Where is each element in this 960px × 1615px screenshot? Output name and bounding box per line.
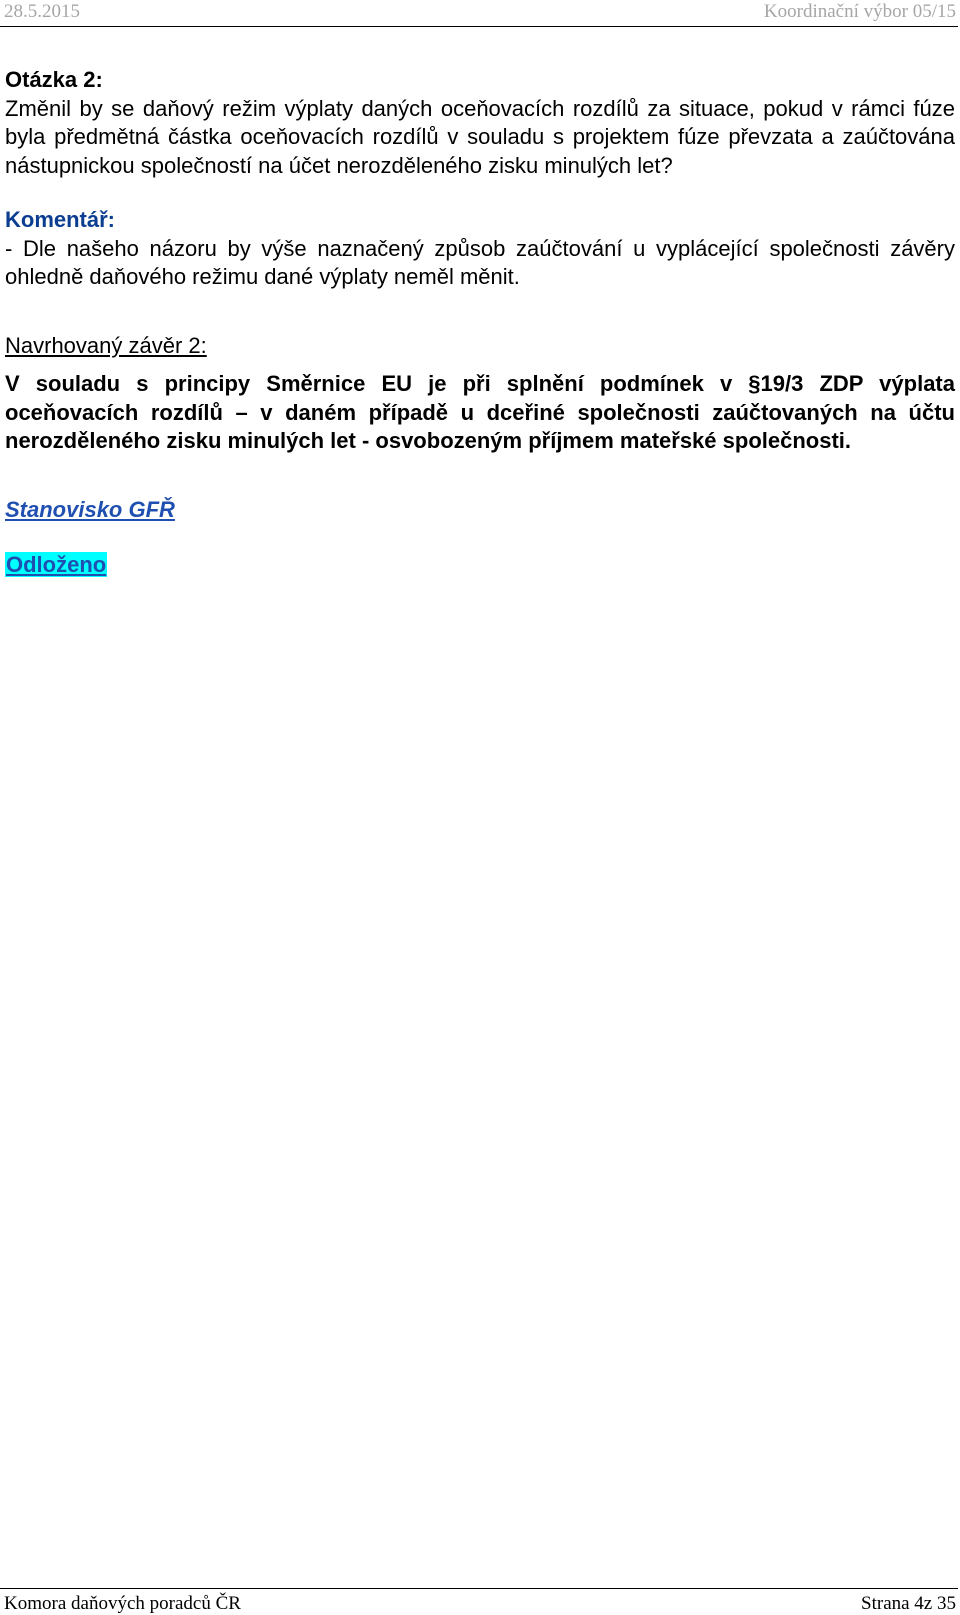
header-committee: Koordinační výbor 05/15 (763, 1, 956, 22)
question-title: Otázka 2: (5, 67, 103, 92)
footer-organization: Komora daňových poradců ČR (4, 1593, 241, 1614)
stance-title-row (5, 496, 955, 525)
page-footer (0, 1588, 958, 1614)
header-date: 28.5.2015 (4, 1, 80, 22)
document-body (5, 66, 955, 580)
stance-status-row (5, 551, 955, 580)
comment-text: - Dle našeho názoru by výše naznačený způsob zaúčtování u vyplácející společnosti závěry ohledně daňového režimu dané výplaty neměl měnit. (5, 235, 955, 289)
proposal-title: Navrhovaný závěr 2: (5, 332, 207, 358)
stance-status-badge: Odloženo (6, 552, 107, 577)
proposal-text: V souladu s principy Směrnice EU je při splnění podmínek v §19/3 ZDP výplata oceňovacích rozdílů – v daném případě u dceřiné společnosti zaúčtovaných na účtu nerozděleného zisku minulých let - osvobozeným příjmem mateřské společnosti. (5, 371, 955, 453)
page-header (0, 0, 958, 27)
comment-title: Komentář: (5, 207, 116, 232)
question-text: Změnil by se daňový režim výplaty daných oceňovacích rozdílů za situace, pokud v rámci fúze byla předmětná částka oceňovacích rozdílů v souladu s projektem fúze převzata a zaúčtována nástupnickou společností na účet nerozděleného zisku minulých let? (5, 95, 955, 178)
footer-page-number: Strana 4z 35 (861, 1593, 956, 1614)
stance-title-link[interactable]: Stanovisko GFŘ (5, 496, 175, 522)
